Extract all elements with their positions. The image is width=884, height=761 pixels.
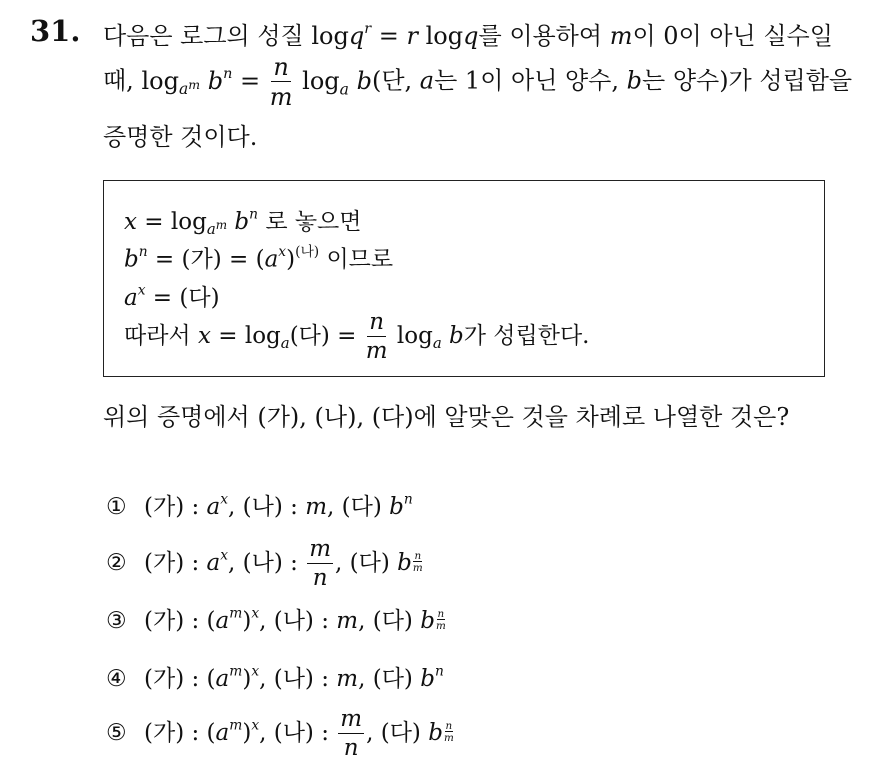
- choice-marker: ③: [106, 608, 127, 634]
- question-prompt: 위의 증명에서 (가), (나), (다)에 알맞은 것을 차례로 나열한 것은?: [103, 403, 790, 431]
- choice-marker: ⑤: [106, 720, 127, 746]
- math-var-m: m: [609, 22, 633, 50]
- choice-marker: ②: [106, 550, 127, 576]
- question-line-2: [103, 55, 852, 109]
- choice-5[interactable]: ⑤ (가) : $(a^m)^x$, (나) : $\frac{m}{n}$ , (다) b $\frac{n}{m}$: [106, 706, 454, 761]
- proof-text: 따라서: [124, 323, 191, 349]
- blank-ga: (가): [181, 246, 222, 273]
- question-text: 이 0이 아닌 실수일: [632, 22, 833, 50]
- choice-1[interactable]: ① (가) : $a^x$, (나) : m, (다) $b^n$: [106, 491, 413, 520]
- question-line-3: 증명한 것이다.: [103, 123, 258, 151]
- proof-line-3: $a^x$ = (다): [124, 282, 220, 311]
- proof-line-1: $x = \log_{a^m} b^n$ 로 놓으면: [124, 206, 362, 239]
- question-text: 다음은 로그의 성질: [103, 22, 304, 50]
- choice-marker: ①: [106, 494, 127, 520]
- question-text: 는 양수)가 성립함을: [642, 66, 853, 95]
- blank-da: (다): [179, 285, 220, 311]
- proof-text: 로 놓으면: [265, 209, 362, 235]
- math-log-property: logq$^r$ = r logq: [311, 21, 479, 50]
- proof-text: 가 성립한다.: [463, 323, 590, 349]
- blank-da: (다): [289, 323, 330, 349]
- choice-2[interactable]: ② (가) : $a^x$, (나) : $\frac{m}{n}$ , (다) b $\frac{n}{m}$: [106, 536, 423, 591]
- proof-box: [103, 180, 825, 377]
- blank-na: (나): [295, 244, 320, 260]
- question-text: 때,: [103, 66, 134, 95]
- math-var-b: b: [626, 66, 643, 95]
- question-line-1: [103, 16, 833, 51]
- proof-text: 이므로: [326, 246, 394, 273]
- question-number: 31.: [30, 14, 81, 48]
- math-var-a: a: [419, 66, 435, 95]
- question-text: 는 1이 아닌 양수,: [434, 66, 619, 95]
- proof-line-4: 따라서 $x = \log_a$(다) = $\frac{n}{m}$ $\log_a b$가 성립한다.: [124, 309, 590, 364]
- choice-4[interactable]: ④ (가) : $(a^m)^x$, (나) : m, (다) $b^n$: [106, 663, 444, 692]
- question-text: (단,: [371, 66, 413, 95]
- math-identity: $\log_{a^m} b^n$ = $\frac{n}{m}$ $\log_a b$: [141, 53, 372, 111]
- choice-marker: ④: [106, 666, 127, 692]
- question-text: 를 이용하여: [478, 22, 603, 50]
- choice-3[interactable]: ③ (가) : $(a^m)^x$, (나) : m, (다) b $\frac{n}{m}$: [106, 605, 446, 634]
- proof-line-2: $b^n$ = (가) = $(a^x)^{(나)}$ 이므로: [124, 244, 394, 273]
